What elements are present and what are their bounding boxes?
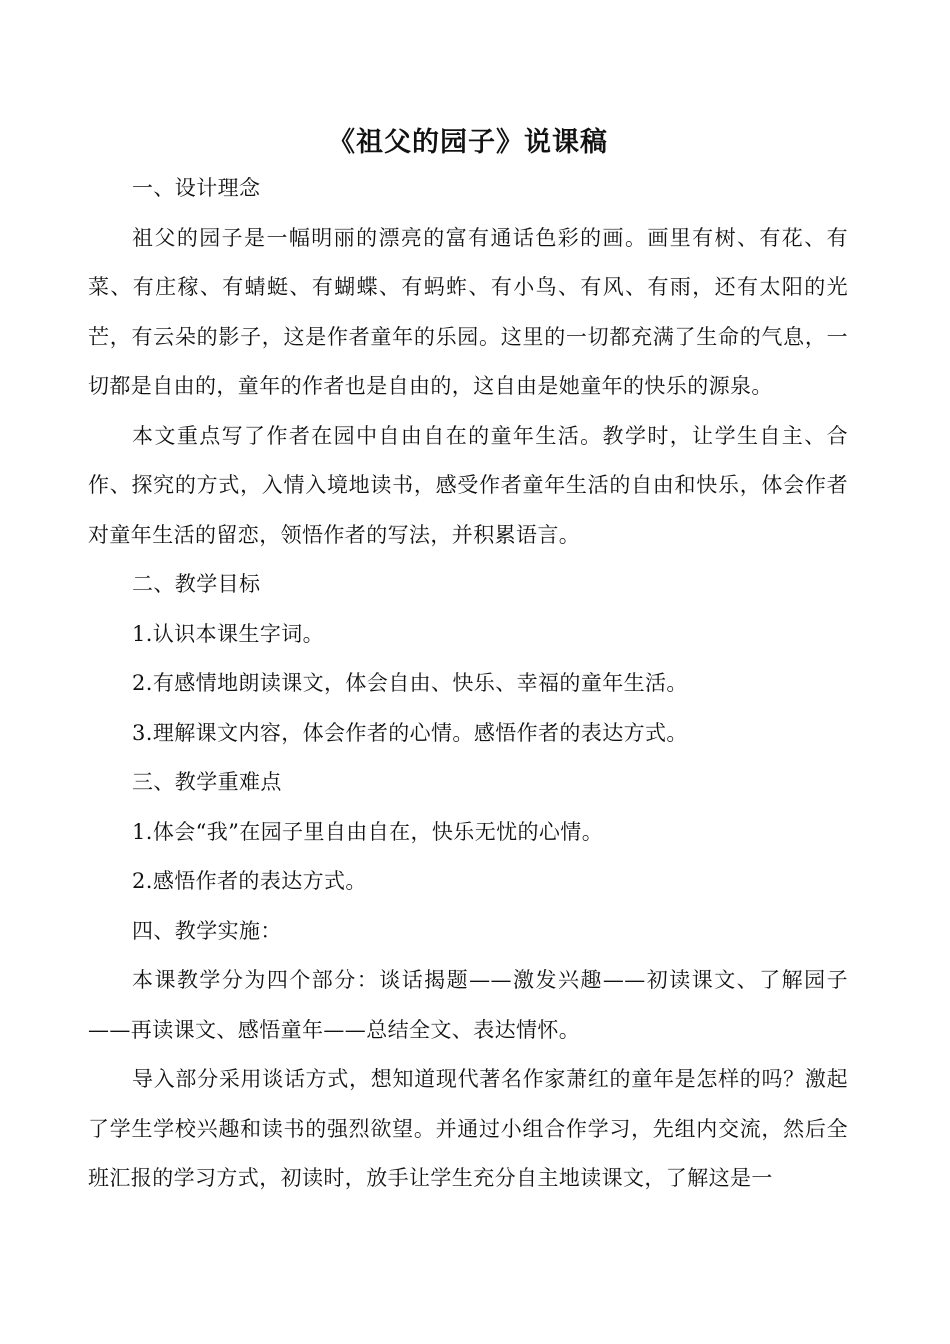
document-title: 《祖父的园子》说课稿 <box>328 127 608 158</box>
teaching-goal-item-2: 2.有感情地朗读课文，体会自由、快乐、幸福的童年生活。 <box>132 671 688 695</box>
paragraph-design-concept-1: 祖父的园子是一幅明丽的漂亮的富有通话色彩的画。画里有树、有花、有菜、有庄稼、有蜻蜓、有蝴蝶、有蚂蚱、有小鸟、有风、有雨，还有太阳的光芒，有云朵的影子，这是作者童年的乐园。这里的一切都充满了生命的气息，一切都是自由的，童年的作者也是自由的，这自由是她童年的快乐的源泉。 <box>88 225 848 398</box>
section-heading-key-points: 三、教学重难点 <box>132 770 282 794</box>
section-heading-teaching-goals: 二、教学目标 <box>132 572 261 596</box>
key-point-item-2: 2.感悟作者的表达方式。 <box>132 869 367 893</box>
paragraph-implementation-2: 导入部分采用谈话方式，想知道现代著名作家萧红的童年是怎样的吗？激起了学生学校兴趣和读书的强烈欲望。并通过小组合作学习，先组内交流，然后全班汇报的学习方式，初读时，放手让学生充分自主地读课文，了解这是一 <box>88 1067 848 1190</box>
document-body <box>88 112 848 1204</box>
paragraph-design-concept-2: 本文重点写了作者在园中自由自在的童年生活。教学时，让学生自主、合作、探究的方式，入情入境地读书，感受作者童年生活的自由和快乐，体会作者对童年生活的留恋，领悟作者的写法，并积累语言。 <box>88 423 848 547</box>
section-heading-implementation: 四、教学实施： <box>132 918 282 943</box>
teaching-goal-item-1: 1.认识本课生字词。 <box>132 621 325 646</box>
section-heading-design-concept: 一、设计理念 <box>132 176 261 200</box>
paragraph-implementation-1: 本课教学分为四个部分：谈话揭题——激发兴趣——初读课文、了解园子——再读课文、感悟童年——总结全文、表达情怀。 <box>88 968 848 1042</box>
teaching-goal-item-3: 3.理解课文内容，体会作者的心情。感悟作者的表达方式。 <box>132 720 688 745</box>
key-point-item-1: 1.体会“我”在园子里自由自在，快乐无忧的心情。 <box>132 819 604 844</box>
